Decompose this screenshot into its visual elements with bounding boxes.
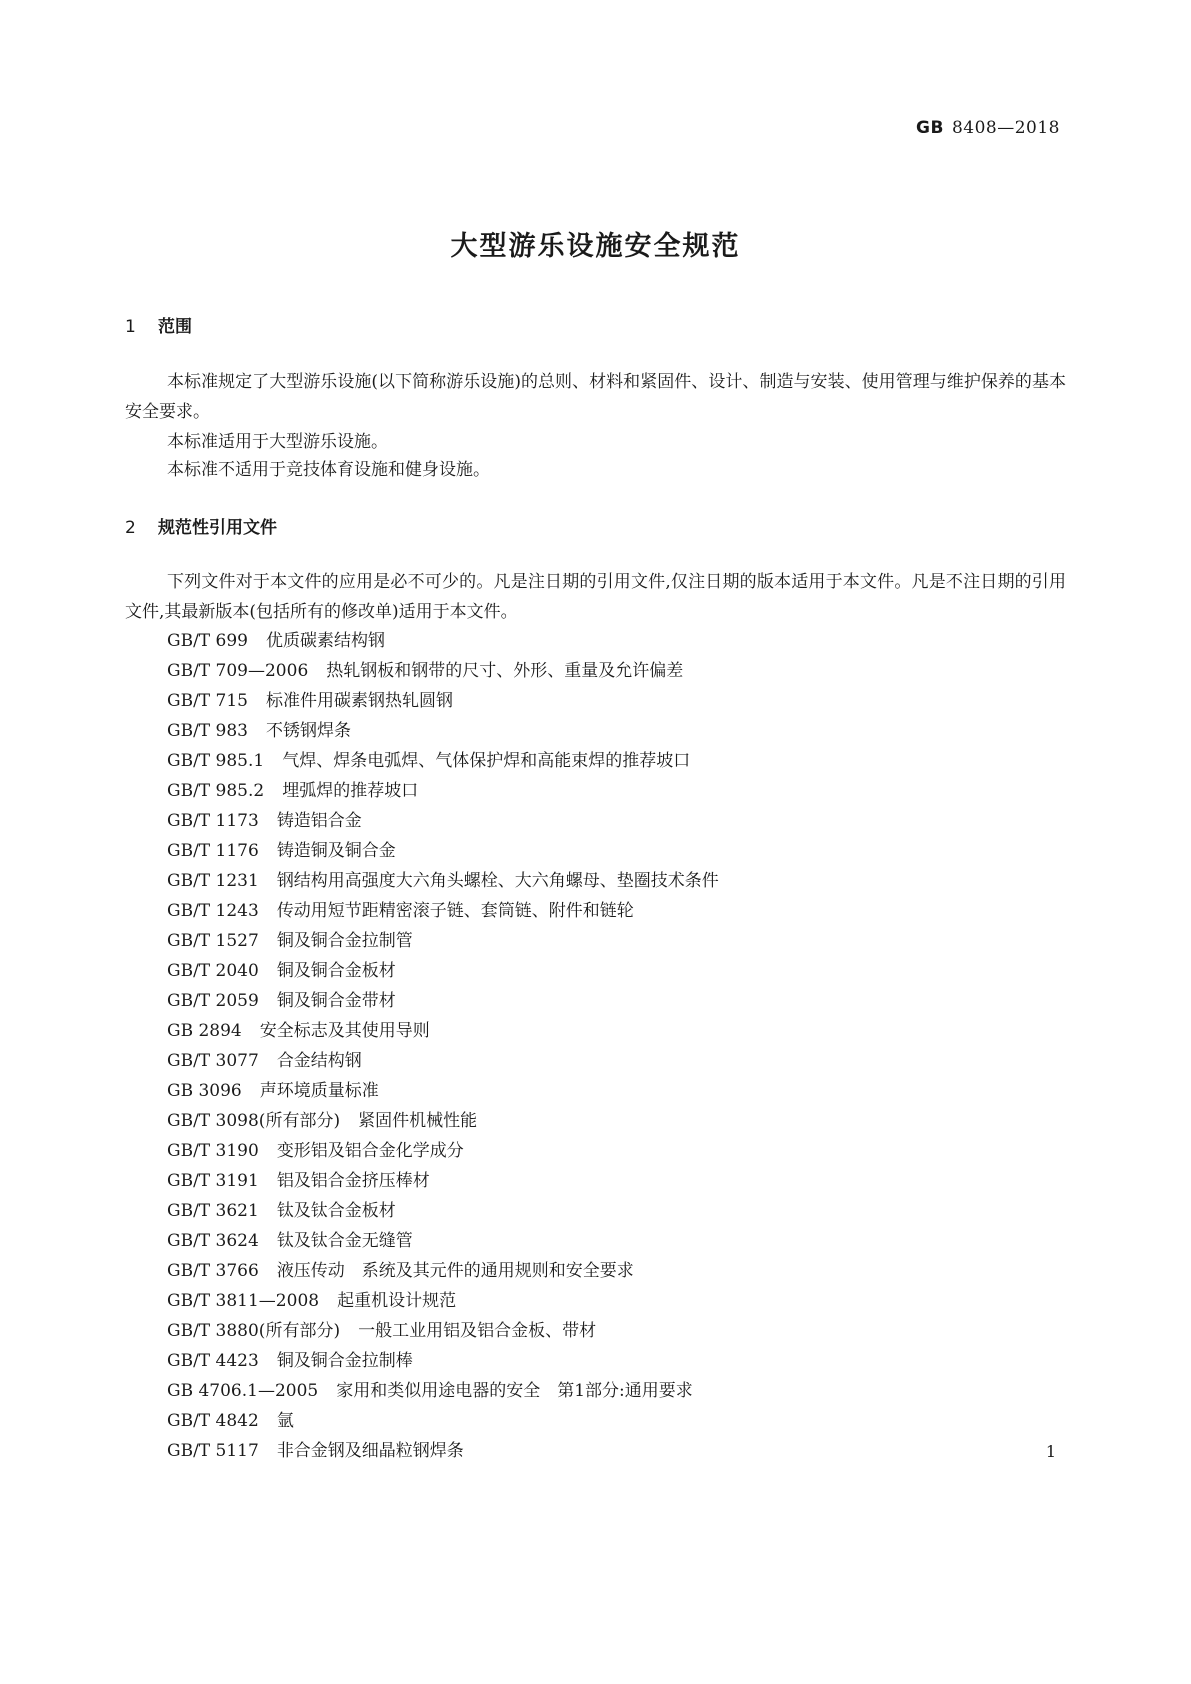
reference-item: [167, 956, 719, 986]
reference-title: 铸造铜及铜合金: [276, 841, 396, 861]
section-1-paragraph-3: 本标准不适用于竞技体育设施和健身设施。: [167, 460, 490, 480]
reference-code: GB/T 3766: [167, 1261, 259, 1281]
reference-title: 起重机设计规范: [337, 1291, 457, 1311]
reference-code: GB/T 3621: [167, 1201, 259, 1221]
reference-title: 优质碳素结构钢: [266, 631, 385, 651]
reference-title: 热轧钢板和钢带的尺寸、外形、重量及允许偏差: [326, 661, 684, 681]
reference-item: [167, 1286, 719, 1316]
reference-code: GB/T 1243: [167, 901, 259, 921]
reference-code: GB/T 709—2006: [167, 661, 309, 681]
reference-title: 铝及铝合金挤压棒材: [276, 1171, 430, 1191]
reference-item: [167, 896, 719, 926]
reference-item: [167, 1076, 719, 1106]
reference-code: GB/T 3191: [167, 1171, 259, 1191]
reference-title: 铜及铜合金带材: [276, 991, 396, 1011]
reference-code: GB/T 985.2: [167, 781, 265, 801]
reference-code: GB/T 715: [167, 691, 248, 711]
reference-item: [167, 806, 719, 836]
section-1-heading: [125, 312, 192, 337]
reference-code: GB/T 2040: [167, 961, 259, 981]
reference-code: GB/T 699: [167, 631, 248, 651]
reference-title: 紧固件机械性能: [358, 1111, 478, 1131]
reference-code: GB/T 3190: [167, 1141, 259, 1161]
reference-item: [167, 986, 719, 1016]
reference-code: GB/T 4842: [167, 1411, 259, 1431]
reference-code: GB/T 3098(所有部分): [167, 1111, 341, 1131]
reference-code: GB 3096: [167, 1081, 242, 1101]
reference-code: GB 2894: [167, 1021, 242, 1041]
section-2-heading: [125, 513, 277, 538]
reference-title: 变形铝及铝合金化学成分: [276, 1141, 464, 1161]
reference-title: 气焊、焊条电弧焊、气体保护焊和高能束焊的推荐坡口: [282, 751, 691, 771]
reference-title: 声环境质量标准: [259, 1081, 379, 1101]
reference-item: [167, 1376, 719, 1406]
reference-title: 合金结构钢: [276, 1051, 362, 1071]
reference-title: 铜及铜合金板材: [276, 961, 396, 981]
section-2-intro: 下列文件对于本文件的应用是必不可少的。凡是注日期的引用文件,仅注日期的版本适用于本文件。凡是不注日期的引用文件,其最新版本(包括所有的修改单)适用于本文件。: [125, 572, 1066, 622]
reference-item: [167, 1196, 719, 1226]
reference-title: 液压传动 系统及其元件的通用规则和安全要求: [276, 1261, 634, 1281]
reference-title: 铜及铜合金拉制管: [276, 931, 413, 951]
section-1-paragraph-1: 本标准规定了大型游乐设施(以下简称游乐设施)的总则、材料和紧固件、设计、制造与安装、使用管理与维护保养的基本安全要求。: [125, 372, 1066, 422]
reference-code: GB/T 1173: [167, 811, 259, 831]
reference-title: 一般工业用铝及铝合金板、带材: [358, 1321, 597, 1341]
reference-title: 安全标志及其使用导则: [259, 1021, 430, 1041]
reference-item: [167, 1046, 719, 1076]
reference-item: [167, 1136, 719, 1166]
reference-item: [167, 1316, 719, 1346]
page-number: 1: [1045, 1442, 1056, 1461]
section-2-number: 2: [125, 518, 136, 538]
reference-item: [167, 1106, 719, 1136]
reference-code: GB/T 3811—2008: [167, 1291, 320, 1311]
reference-item: [167, 1346, 719, 1376]
reference-code: GB/T 4423: [167, 1351, 259, 1371]
reference-code: GB/T 5117: [167, 1441, 259, 1461]
reference-code: GB/T 3880(所有部分): [167, 1321, 341, 1341]
reference-code: GB 4706.1—2005: [167, 1381, 319, 1401]
reference-item: [167, 1016, 719, 1046]
reference-title: 铜及铜合金拉制棒: [276, 1351, 413, 1371]
reference-item: [167, 1166, 719, 1196]
reference-list: [167, 626, 719, 1466]
reference-item: [167, 926, 719, 956]
standard-code: [916, 118, 1060, 138]
reference-title: 家用和类似用途电器的安全 第1部分:通用要求: [336, 1381, 693, 1401]
reference-title: 钢结构用高强度大六角头螺栓、大六角螺母、垫圈技术条件: [276, 871, 719, 891]
document-title: 大型游乐设施安全规范: [450, 231, 741, 262]
reference-item: [167, 1406, 719, 1436]
reference-item: [167, 1256, 719, 1286]
reference-code: GB/T 3624: [167, 1231, 259, 1251]
reference-code: GB/T 3077: [167, 1051, 259, 1071]
reference-code: GB/T 985.1: [167, 751, 265, 771]
reference-code: GB/T 2059: [167, 991, 259, 1011]
reference-item: [167, 1226, 719, 1256]
reference-title: 标准件用碳素钢热轧圆钢: [266, 691, 453, 711]
reference-item: [167, 866, 719, 896]
reference-code: GB/T 1527: [167, 931, 259, 951]
reference-item: [167, 656, 719, 686]
section-2-title: 规范性引用文件: [158, 518, 277, 538]
reference-title: 非合金钢及细晶粒钢焊条: [276, 1441, 464, 1461]
reference-title: 传动用短节距精密滚子链、套筒链、附件和链轮: [276, 901, 634, 921]
reference-item: [167, 716, 719, 746]
reference-item: [167, 1436, 719, 1466]
reference-code: GB/T 1231: [167, 871, 259, 891]
reference-title: 铸造铝合金: [276, 811, 362, 831]
reference-code: GB/T 983: [167, 721, 248, 741]
section-1-paragraph-2: 本标准适用于大型游乐设施。: [167, 432, 388, 452]
standard-prefix: GB: [916, 118, 944, 138]
reference-item: [167, 836, 719, 866]
standard-number: 8408—2018: [951, 118, 1060, 138]
reference-code: GB/T 1176: [167, 841, 259, 861]
section-1-number: 1: [125, 317, 136, 337]
reference-item: [167, 686, 719, 716]
reference-title: 钛及钛合金板材: [276, 1201, 396, 1221]
reference-item: [167, 626, 719, 656]
reference-title: 埋弧焊的推荐坡口: [282, 781, 419, 801]
reference-item: [167, 776, 719, 806]
reference-title: 氩: [276, 1411, 294, 1431]
reference-item: [167, 746, 719, 776]
reference-title: 钛及钛合金无缝管: [276, 1231, 413, 1251]
reference-title: 不锈钢焊条: [266, 721, 351, 741]
section-1-title: 范围: [158, 317, 192, 337]
